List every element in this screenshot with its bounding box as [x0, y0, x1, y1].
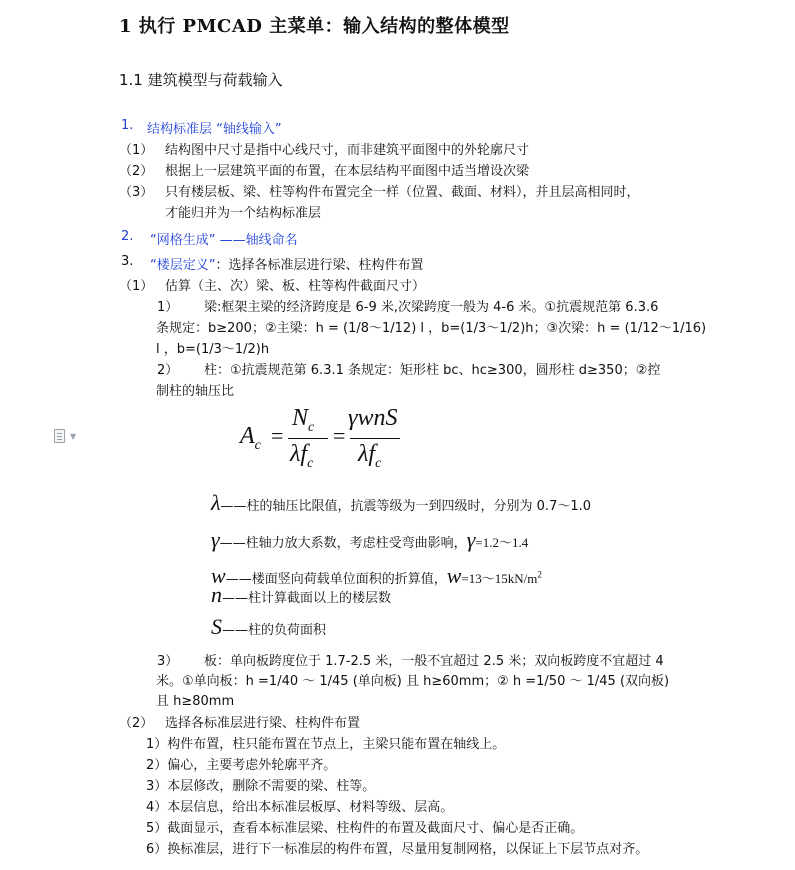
- item-3a-text: 估算（主、次）梁、板、柱等构件截面尺寸）: [165, 279, 426, 294]
- definition-gamma: [211, 527, 528, 553]
- axial-ratio-formula: [240, 405, 420, 475]
- item-1a-text: 结构图中尺寸是指中心线尺寸，而非建筑平面图中的外轮廓尺寸: [165, 143, 530, 158]
- dropdown-caret-icon[interactable]: ▼: [70, 432, 77, 441]
- symbol-lambda: λ: [211, 490, 221, 515]
- symbol-w-2: w: [446, 563, 462, 588]
- beam-line-2: 条规定：b≥200；②主梁：h = (1/8～1/12) l ，b=(1/3～1/2)h；③次梁：h = (1/12～1/16): [156, 321, 707, 336]
- item-3-number: 3.: [121, 254, 134, 269]
- step-6: 6）换标准层，进行下一标准层的构件布置，尽量用复制网格，以保证上下层节点对齐。: [146, 842, 649, 857]
- formula-denominator-1-sub: c: [307, 455, 314, 471]
- formula-numerator-1: N: [292, 405, 309, 431]
- step-4: 4）本层信息，给出本标准层板厚、材料等级、层高。: [146, 800, 454, 815]
- document-icon[interactable]: [54, 429, 65, 443]
- column-line-1: 柱：①抗震规范第 6.3.1 条规定：矩形柱 bc、hc≥300，圆形柱 d≥350；②控: [204, 363, 661, 378]
- column-number: 2）: [157, 363, 179, 378]
- item-2-text: “网格生成” ——轴线命名: [150, 233, 298, 248]
- heading-2: 1.1 建筑模型与荷载输入: [119, 71, 283, 89]
- heading-1: 1 执行 PMCAD 主菜单：输入结构的整体模型: [119, 16, 510, 37]
- beam-line-3: l ，b=(1/3～1/2)h: [156, 342, 270, 357]
- item-3-title: “楼层定义”: [150, 258, 216, 273]
- step-1: 1）构件布置，柱只能布置在节点上，主梁只能布置在轴线上。: [146, 737, 506, 752]
- formula-numerator-2: γwnS: [348, 405, 398, 431]
- formula-equals-2: =: [333, 423, 346, 448]
- definition-n: [211, 582, 391, 608]
- beam-line-1: 梁:框架主梁的经济跨度是 6-9 米,次梁跨度一般为 4-6 米。①抗震规范第 6.3.6: [204, 300, 659, 315]
- definition-s: [211, 614, 326, 640]
- item-2-number: 2.: [121, 229, 134, 244]
- symbol-gamma-2: γ: [466, 527, 476, 552]
- symbol-s: S: [211, 614, 222, 639]
- definition-w-text: ——楼面竖向荷载单位面积的折算值，: [225, 572, 447, 587]
- item-1a-number: （1）: [119, 143, 154, 158]
- column-line-2: 制柱的轴压比: [156, 384, 235, 399]
- definition-gamma-value: =1.2～1.4: [475, 535, 529, 550]
- item-1b-text: 根据上一层建筑平面的布置，在本层结构平面图中适当增设次梁: [165, 164, 530, 179]
- symbol-n: n: [211, 582, 222, 607]
- item-3-text: [150, 254, 424, 273]
- item-1b-number: （2）: [119, 164, 154, 179]
- symbol-w: w: [211, 563, 226, 588]
- item-1c-text: 只有楼层板、梁、柱等构件布置完全一样（位置、截面、材料），并且层高相同时，: [165, 185, 640, 200]
- formula-numerator-1-sub: c: [308, 419, 315, 435]
- beam-number: 1）: [157, 300, 179, 315]
- definition-s-text: ——柱的负荷面积: [222, 623, 327, 638]
- item-1c-number: （3）: [119, 185, 154, 200]
- item-3b-text: 选择各标准层进行梁、柱构件布置: [165, 716, 361, 731]
- formula-lhs-sub: c: [254, 437, 261, 453]
- item-3-rest: ：选择各标准层进行梁、柱构件布置: [215, 258, 424, 273]
- slab-line-3: 且 h≥80mm: [156, 694, 235, 709]
- formula-denominator-1: λf: [290, 441, 308, 467]
- step-5: 5）截面显示，查看本标准层梁、柱构件的布置及截面尺寸、偏心是否正确。: [146, 821, 584, 836]
- item-3b-number: （2）: [119, 716, 154, 731]
- definition-w-value: =13～15kN/m: [461, 571, 538, 586]
- definition-gamma-text: ——柱轴力放大系数，考虑柱受弯曲影响，: [219, 536, 467, 551]
- slab-number: 3）: [157, 654, 179, 669]
- step-2: 2）偏心，主要考虑外轮廓平齐。: [146, 758, 337, 773]
- formula-equals-1: =: [271, 423, 284, 448]
- formula-denominator-2: λf: [358, 441, 376, 467]
- definition-w-exponent: 2: [537, 569, 542, 580]
- slab-line-2: 米。①单向板：h =1/40 ～ 1/45 (单向板) 且 h≥60mm；② h =1/50 ～ 1/45 (双向板): [156, 674, 670, 689]
- item-1-text: 结构标准层 “轴线输入”: [147, 122, 282, 137]
- definition-n-text: ——柱计算截面以上的楼层数: [222, 591, 392, 606]
- formula-lhs: A: [240, 423, 255, 449]
- item-1-number: 1.: [121, 118, 134, 133]
- symbol-gamma: γ: [211, 527, 220, 552]
- step-3: 3）本层修改，删除不需要的梁、柱等。: [146, 779, 376, 794]
- formula-denominator-2-sub: c: [375, 455, 382, 471]
- item-1c-continuation: 才能归并为一个结构标准层: [165, 206, 322, 221]
- definition-lambda: [211, 490, 591, 516]
- definition-lambda-text: ——柱的轴压比限值，抗震等级为一到四级时，分别为 0.7～1.0: [220, 499, 592, 514]
- slab-line-1: 板：单向板跨度位于 1.7-2.5 米，一般不宜超过 2.5 米；双向板跨度不宜超过 4: [204, 654, 664, 669]
- item-3a-number: （1）: [119, 279, 154, 294]
